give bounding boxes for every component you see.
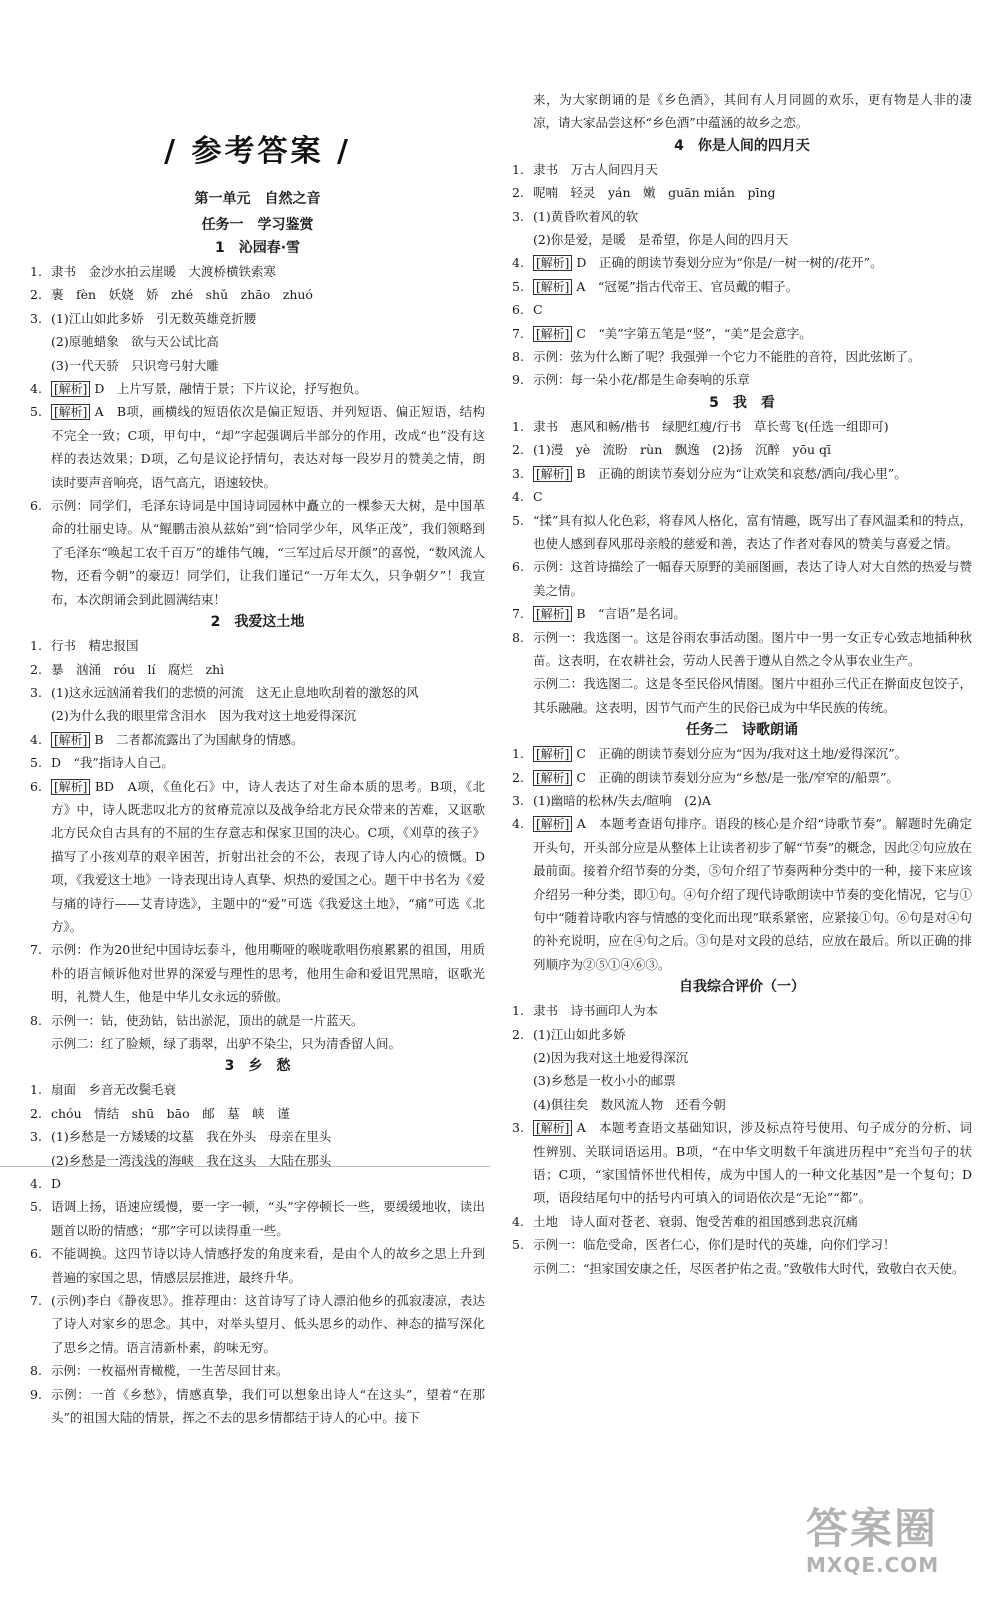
item-number: 3. (512, 208, 524, 224)
item-text: 隶书 金沙水拍云崖暖 大渡桥横铁索寒 (51, 264, 277, 279)
answer-item (512, 1233, 972, 1256)
lesson-title: 5 我 看 (709, 394, 775, 411)
item-number: 1. (30, 638, 42, 654)
item-number: 8. (512, 349, 524, 365)
answer-item (512, 555, 972, 602)
analysis-tag: [解析] (533, 279, 572, 295)
lesson-title: 3 乡 愁 (224, 1058, 291, 1075)
item-number (512, 1046, 533, 1069)
answer-item (30, 938, 485, 1008)
answer-item (512, 1023, 972, 1046)
item-text: (1)江山如此多娇 引无数英雄竞折腰 (51, 310, 257, 326)
item-number: 2. (30, 287, 42, 303)
item-text: D “我”指诗人自己。 (51, 755, 174, 771)
answer-continuation (512, 88, 972, 135)
item-number: 4. (30, 731, 42, 747)
analysis-tag: [解析] (533, 816, 572, 832)
answer-item (30, 1289, 485, 1359)
item-body: B 正确的朗读节奏划分应为“让欢笑和哀愁/洒向/我心里”。 (572, 465, 907, 481)
analysis-tag: [解析] (51, 404, 90, 420)
answer-item (30, 494, 485, 611)
item-body: B 二者都流露出了为国献身的情感。 (90, 731, 304, 747)
item-number: 3. (512, 465, 524, 481)
analysis-tag: [解析] (533, 326, 572, 342)
answer-item (512, 626, 972, 673)
item-text: 示例一：临危受命，医者仁心，你们是时代的英雄，向你们学习！ (533, 1237, 896, 1253)
item-number: 1. (512, 161, 524, 177)
analysis-tag: [解析] (51, 779, 90, 795)
lesson-title: 4 你是人间的四月天 (674, 137, 810, 154)
analysis-tag: [解析] (533, 770, 572, 786)
item-text: 扇面 乡音无改鬓毛衰 (51, 1082, 177, 1098)
section-title: 任务二 诗歌朗诵 (686, 722, 798, 739)
item-text: (1)乡愁是一方矮矮的坟墓 我在外头 母亲在里头 (51, 1129, 332, 1145)
item-number: 6. (512, 559, 524, 575)
answer-continuation (512, 1046, 972, 1069)
item-number: 5. (512, 278, 524, 294)
item-number (30, 704, 51, 727)
item-text (533, 251, 972, 274)
answer-item (512, 766, 972, 789)
item-body: A B项，画横线的短语依次是偏正短语、并列短语、偏正短语，结构不完全一致；C项，甲句中，“却”字起强调后半部分的作用，改成“也”没有这样的表达效果；D项，乙句是议论抒情句，表达对每一段岁月的赞美之情，朗读时要声音响亮，语气高亢，语速较快。 (51, 404, 485, 490)
item-text: (1)幽暗的松林/失去/暄响 (2)A (533, 792, 711, 808)
item-number: 1. (30, 264, 42, 279)
analysis-tag: [解析] (533, 1120, 572, 1136)
item-number: 1. (512, 746, 524, 762)
item-text: (1)江山如此多娇 (533, 1026, 626, 1042)
answer-continuation (512, 1093, 972, 1116)
item-number: 3. (512, 1120, 524, 1136)
answer-item (30, 681, 485, 704)
item-number: 4. (512, 489, 524, 505)
answer-item (30, 634, 485, 657)
answer-item (512, 298, 972, 321)
item-text (51, 400, 485, 494)
answer-item (30, 1195, 485, 1242)
answer-item (512, 438, 972, 461)
item-body: A 本题考查语文基础知识，涉及标点符号使用、句子成分的分析、词性辨别、关联词语运用。B项，“在中华文明数千年演进历程中”充当句子的状语；C项，“家国情怀世代相传，成为中国人的一种文化基因”是一个复句；D项，语段结尾句中的括号内可填入的词语依次是“无论”“都”。 (533, 1120, 972, 1206)
item-text: 呢喃 轻灵 yán 嫩 guān miǎn pīng (533, 185, 776, 201)
answer-continuation (30, 1149, 485, 1172)
item-number: 2. (512, 769, 524, 785)
banner-title: / 参考答案 / (164, 134, 351, 170)
item-text (533, 275, 972, 298)
item-text (533, 602, 972, 625)
item-body: A 本题考查语句排序。语段的核心是介绍“诗歌节奏”。解题时先确定开头句，开头部分应是从整体上让读者初步了解“节奏”的概念，因此②句应放在最前面。接着介绍节奏的分类，⑤句介绍了节奏两种分类中的一种，接下来应该介绍另一种分类，即①句。④句介绍了现代诗歌朗读中节奏的变化情况，它与①句中“随着诗歌内容与情感的变化而出现”联系紧密，应紧接①句。⑥句是对④句的补充说明，应在④句之后。③句是对文段的总结，应放在最后。所以正确的排列顺序为②⑤①④⑥③。 (533, 816, 972, 972)
item-number: 4. (512, 255, 524, 271)
item-text: D (51, 1176, 62, 1192)
item-number (512, 1257, 533, 1280)
item-text: 示例：弦为什么断了呢？我强弹一个它力不能胜的音符，因此弦断了。 (533, 349, 921, 365)
answer-banner (30, 130, 485, 174)
item-number: 1. (512, 1003, 524, 1019)
answer-item (512, 275, 972, 298)
item-number: 2. (512, 1026, 524, 1042)
answer-continuation (512, 1257, 972, 1280)
answer-item (512, 415, 972, 438)
logo-chinese: 答案圈 (806, 1504, 939, 1553)
answer-item (30, 775, 485, 939)
answer-item (512, 789, 972, 812)
item-text: 示例：作为20世纪中国诗坛泰斗，他用嘶哑的喉咙歌唱伤痕累累的祖国，用质朴的语言倾诉他对世界的深爱与理性的思考，他用生命和爱诅咒黑暗，讴歌光明，礼赞人生，他是中华儿女永远的骄傲。 (51, 942, 485, 1005)
item-text (533, 812, 972, 976)
answer-item (512, 251, 972, 274)
answer-continuation (30, 1032, 485, 1055)
item-number: 7. (512, 325, 524, 341)
right-column (512, 88, 972, 1280)
item-number: 5. (30, 1199, 42, 1215)
item-body: C 正确的朗读节奏划分应为“因为/我对这土地/爱得深沉”。 (572, 746, 908, 762)
answer-item (30, 307, 485, 330)
left-column (30, 0, 485, 1430)
item-text: 裹 fèn 妖娆 娇 zhé shǔ zhāo zhuó (51, 287, 313, 303)
item-number: 8. (30, 1363, 42, 1379)
item-body: D 上片写景，融情于景；下片议论，抒写抱负。 (90, 381, 367, 397)
answer-item (512, 1116, 972, 1210)
item-number (30, 330, 51, 353)
item-number: 4. (512, 1213, 524, 1229)
item-number: 4. (30, 1176, 42, 1192)
item-number: 6. (30, 778, 42, 794)
item-number: 2. (30, 661, 42, 677)
item-number: 7. (30, 942, 42, 958)
answer-item (512, 368, 972, 391)
item-body: BD A项，《鱼化石》中，诗人表达了对生命本质的思考。B项，《北方》中，诗人既悲叹北方的贫瘠荒凉以及战争给北方民众带来的苦难，又讴歌北方民众自古具有的不屈的生存意志和保家卫国的决心。C项，《刈草的孩子》描写了小孩刈草的艰辛困苦，折射出社会的不公，表现了诗人内心的愤慨。D项，《我爱这土地》一诗表现出诗人真挚、炽热的爱国之心。题干中书名为《爱与痛的诗行——艾青诗选》，主题中的“爱”可选《我爱这土地》，“痛”可选《北方》。 (51, 778, 485, 934)
item-text (533, 1116, 972, 1210)
item-body: C “美”字第五笔是“竖”，“美”是会意字。 (572, 325, 812, 341)
answer-item (512, 999, 972, 1022)
analysis-tag: [解析] (51, 732, 90, 748)
item-text: chóu 情结 shū bāo 邮 墓 峡 谨 (51, 1105, 290, 1121)
item-body: A “冠冕”指古代帝王、官员戴的帽子。 (572, 278, 799, 294)
item-text: (2)因为我对这土地爱得深沉 (533, 1050, 689, 1066)
item-text: 示例：每一朵小花/都是生命奏响的乐章 (533, 372, 750, 388)
answer-item (30, 1242, 485, 1289)
item-number: 2. (512, 442, 524, 458)
answer-item (512, 205, 972, 228)
item-text (533, 462, 972, 485)
section-title: 任务一 学习鉴赏 (201, 217, 314, 233)
analysis-tag: [解析] (533, 466, 572, 482)
item-text: (2)乡愁是一湾浅浅的海峡 我在这头 大陆在那头 (51, 1152, 332, 1168)
answer-item (512, 812, 972, 976)
unit-title: 第一单元 自然之音 (194, 191, 321, 207)
item-number: 4. (30, 381, 42, 397)
item-number: 9. (512, 372, 524, 388)
item-number: 8. (30, 1012, 42, 1028)
item-number: 2. (30, 1105, 42, 1121)
item-text: 示例：这首诗描绘了一幅春天原野的美丽图画，表达了诗人对大自然的热爱与赞美之情。 (533, 559, 972, 598)
answer-item (30, 1078, 485, 1101)
item-number: 2. (512, 185, 524, 201)
answer-item (512, 345, 972, 368)
item-body: B “言语”是名词。 (572, 606, 686, 622)
item-number: 5. (30, 404, 42, 420)
item-text (51, 377, 485, 400)
item-text: (2)原驰蜡象 欲与天公试比高 (51, 334, 219, 350)
answer-item (30, 728, 485, 751)
item-text: (2)你是爱，是暖 是希望，你是人间的四月天 (533, 232, 789, 248)
answer-item (30, 658, 485, 681)
answer-item (512, 462, 972, 485)
item-body: D 正确的朗读节奏划分应为“你是/一树一树的/花开”。 (572, 255, 883, 271)
item-number: 6. (512, 302, 524, 318)
analysis-tag: [解析] (533, 746, 572, 762)
item-text: (2)为什么我的眼里常含泪水 因为我对这土地爱得深沉 (51, 708, 357, 724)
answer-item (512, 509, 972, 556)
item-number: 7. (30, 1293, 42, 1309)
answer-item (30, 1102, 485, 1125)
logo-url: MXQE.COM (806, 1553, 940, 1577)
item-text: 示例二：“担家国安康之任，尽医者护佑之责。”致敬伟大时代，致敬白衣天使。 (533, 1260, 965, 1276)
item-text: 隶书 惠风和畅/楷书 绿肥红瘦/行书 草长莺飞(任选一组即可) (533, 418, 889, 434)
item-text: “揉”具有拟人化色彩，将春风人格化，富有情趣，既写出了春风温柔和的特点，也使人感到春风那母亲般的慈爱和善，表达了作者对春风的赞美与喜爱之情。 (533, 512, 972, 551)
item-text (533, 742, 972, 765)
item-number: 3. (30, 1129, 42, 1145)
item-number (30, 1149, 51, 1172)
answer-item (30, 1125, 485, 1148)
answer-item (30, 1009, 485, 1032)
watermark-logo (806, 1505, 978, 1583)
item-text: (1)黄昏吹着风的软 (533, 208, 639, 224)
item-number: 8. (512, 629, 524, 645)
item-body: C 正确的朗读节奏划分应为“乡愁/是一张/窄窄的/船票”。 (572, 769, 899, 785)
item-number: 9. (30, 1386, 42, 1402)
answer-item (512, 181, 972, 204)
lesson-title: 2 我爱这土地 (210, 614, 305, 631)
item-text: 来，为大家朗诵的是《乡色酒》，其间有人月同圆的欢乐，更有物是人非的凄凉，请大家品尝这杯“乡色酒”中蕴涵的故乡之恋。 (533, 92, 972, 131)
answer-continuation (30, 354, 485, 377)
item-text: (3)一代天骄 只识弯弓射大雕 (51, 357, 219, 373)
item-text: 示例：一首《乡愁》，情感真挚，我们可以想象出诗人“在这头”，望着“在那头”的祖国大陆的情景，挥之不去的思乡情都结于诗人的心中。接下 (51, 1386, 485, 1426)
item-text: (示例)李白《静夜思》。推荐理由：这首诗写了诗人漂泊他乡的孤寂凄凉，表达了诗人对家乡的思念。其中，对举头望月、低头思乡的动作、神态的描写深化了思乡之情。语言清新朴素，韵味无穷。 (51, 1293, 485, 1355)
answer-item (512, 602, 972, 625)
answer-item (30, 400, 485, 494)
item-text: 隶书 万古人间四月天 (533, 161, 659, 177)
item-number (512, 228, 533, 251)
answer-item (30, 1359, 485, 1382)
analysis-tag: [解析] (533, 606, 572, 622)
answer-continuation (30, 330, 485, 353)
item-number: 6. (30, 1246, 42, 1262)
item-number: 1. (512, 418, 524, 434)
item-number (30, 1032, 51, 1055)
item-text: 示例二：我选图二。这是冬至民俗风情图。图片中祖孙三代正在擀面皮包饺子，其乐融融。这表明，因节气而产生的民俗已成为中华民族的传统。 (533, 676, 972, 715)
item-number: 7. (512, 606, 524, 622)
item-number: 4. (512, 816, 524, 832)
item-text: 行书 精忠报国 (51, 638, 139, 654)
item-text: 土地 诗人面对苍老、衰弱、饱受苦难的祖国感到悲哀沉痛 (533, 1213, 859, 1229)
answer-item (512, 742, 972, 765)
item-text: 暴 汹涌 róu lí 腐烂 zhì (51, 661, 225, 677)
answer-item (30, 1172, 485, 1195)
item-text: 示例一：钻，使劲钻，钻出淤泥，顶出的就是一片蓝天。 (51, 1012, 364, 1028)
item-text (51, 728, 485, 751)
answer-item (512, 1210, 972, 1233)
item-number: 6. (30, 498, 42, 514)
answer-continuation (512, 1069, 972, 1092)
item-number (512, 88, 533, 135)
item-text: (1)漫 yè 流盼 rùn 飘逸 (2)扬 沉醉 yōu qī (533, 442, 832, 458)
item-text: C (533, 489, 543, 505)
item-number (512, 1093, 533, 1116)
scan-fold-line (0, 1166, 490, 1167)
answer-item (30, 377, 485, 400)
answer-continuation (512, 672, 972, 719)
item-number: 3. (30, 684, 42, 700)
answer-item (512, 158, 972, 181)
answer-continuation (512, 228, 972, 251)
item-number: 1. (30, 1082, 42, 1098)
item-number: 3. (512, 792, 524, 808)
item-text: (4)俱往矣 数风流人物 还看今朝 (533, 1096, 726, 1112)
item-number: 3. (30, 310, 42, 326)
answer-item (512, 485, 972, 508)
item-text: 不能调换。这四节诗以诗人情感抒发的角度来看，是由个人的故乡之思上升到普遍的家国之思，情感层层推进，最终升华。 (51, 1246, 485, 1285)
item-text: C (533, 302, 543, 318)
section-title: 自我综合评价（一） (679, 979, 805, 996)
item-text (533, 766, 972, 789)
item-text: 示例：一枚福州青橄榄，一生苦尽回甘来。 (51, 1363, 289, 1379)
item-text: 语调上扬，语速应缓慢，要一字一顿，“头”字停顿长一些，要缓缓地收，读出题首以盼的情感；“那”字可以读得重一些。 (51, 1199, 485, 1238)
answer-item (512, 322, 972, 345)
item-number (512, 672, 533, 719)
lesson-title: 1 沁园春·雪 (214, 240, 301, 256)
item-text (533, 322, 972, 345)
item-text: 示例：同学们，毛泽东诗词是中国诗词园林中矗立的一棵参天大树，是中国革命的壮丽史诗。从“鲲鹏击浪从兹始”到“恰同学少年，风华正茂”，我们领略到了毛泽东“唤起工农千百万”的雄伟气魄，“三军过后尽开颜”的喜悦，“数风流人物，还看今朝”的豪迈！同学们，让我们谨记“一万年太久，只争朝夕”！我宣布，本次朗诵会到此圆满结束！ (51, 498, 485, 607)
item-number: 5. (30, 755, 42, 771)
item-number: 5. (512, 1237, 524, 1253)
item-number: 5. (512, 512, 524, 528)
item-text (51, 775, 485, 939)
item-number (512, 1069, 533, 1092)
answer-item (30, 283, 485, 306)
analysis-tag: [解析] (51, 381, 90, 397)
item-number (30, 354, 51, 377)
item-text: 示例二：红了脸颊，绿了翡翠，出驴不染尘，只为清香留人间。 (51, 1036, 402, 1051)
item-text: (3)乡愁是一枚小小的邮票 (533, 1073, 676, 1089)
item-text: 示例一：我选图一。这是谷雨农事活动图。图片中一男一女正专心致志地插种秋苗。这表明，在农耕社会，劳动人民善于遵从自然之令从事农业生产。 (533, 629, 972, 668)
item-text: 隶书 诗书画印人为本 (533, 1003, 659, 1019)
item-text: (1)这永远汹涌着我们的悲愤的河流 这无止息地吹刮着的激怒的风 (51, 684, 419, 700)
answer-item (30, 751, 485, 774)
answer-item (30, 1383, 485, 1430)
answer-item (30, 260, 485, 283)
answer-continuation (30, 704, 485, 727)
analysis-tag: [解析] (533, 255, 572, 271)
